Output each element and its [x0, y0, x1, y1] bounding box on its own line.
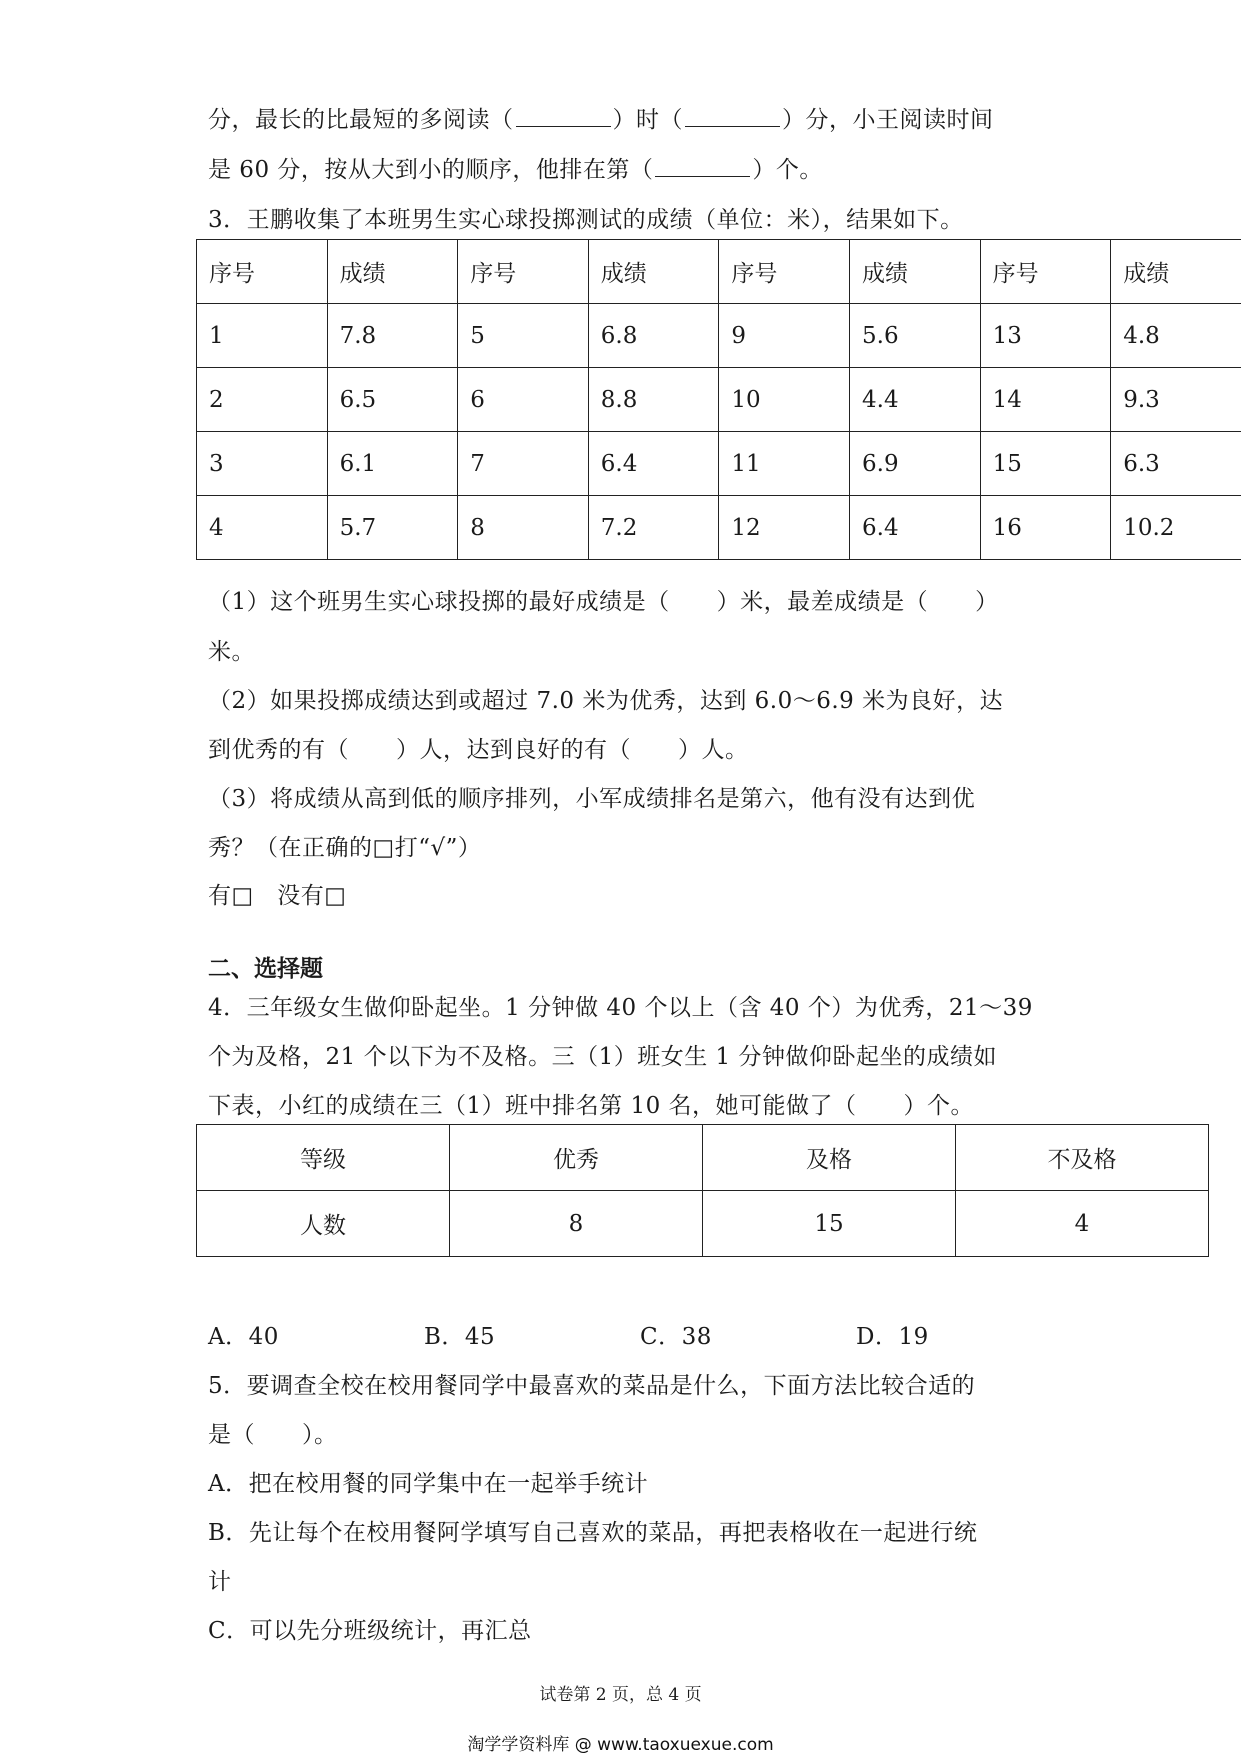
table-cell: 6.3 — [1111, 432, 1241, 496]
question-4-line: 4．三年级女生做仰卧起坐。1 分钟做 40 个以上（含 40 个）为优秀，21～39 — [208, 989, 1033, 1022]
table-row — [197, 368, 1241, 432]
table-cell: 4.8 — [1111, 304, 1241, 368]
text-line: 分，最长的比最短的多阅读（ ）时（ ）分，小王阅读时间 — [208, 101, 994, 134]
sub-question-2: （2）如果投掷成绩达到或超过 7.0 米为优秀，达到 6.0～6.9 米为良好，达 — [208, 682, 1003, 715]
table-cell: 8 — [450, 1191, 703, 1257]
table-cell: 8 — [458, 496, 589, 560]
option-b: B．45 — [424, 1318, 640, 1351]
table-cell: 6.4 — [850, 496, 981, 560]
table-header-cell: 序号 — [197, 240, 328, 304]
answer-blank — [516, 106, 611, 127]
table-cell: 1 — [197, 304, 328, 368]
table-cell: 9.3 — [1111, 368, 1241, 432]
table-cell: 3 — [197, 432, 328, 496]
table-cell: 7.2 — [588, 496, 719, 560]
table-header-cell: 及格 — [703, 1125, 956, 1191]
table-cell: 6.9 — [850, 432, 981, 496]
option-b: B．先让每个在校用餐阿学填写自己喜欢的菜品，再把表格收在一起进行统 — [208, 1514, 977, 1547]
table-cell: 6.8 — [588, 304, 719, 368]
checkbox-options: 有□ 没有□ — [208, 877, 346, 910]
table-header-cell: 成绩 — [1111, 240, 1241, 304]
table-cell: 12 — [719, 496, 850, 560]
option-a: A．把在校用餐的同学集中在一起举手统计 — [208, 1465, 648, 1498]
table-cell: 6.1 — [327, 432, 458, 496]
option-c: C．可以先分班级统计，再汇总 — [208, 1612, 532, 1645]
table-cell: 2 — [197, 368, 328, 432]
grade-table — [196, 1124, 1209, 1257]
answer-blank — [685, 106, 780, 127]
table-cell: 8.8 — [588, 368, 719, 432]
table-header-cell: 成绩 — [588, 240, 719, 304]
table-row — [197, 304, 1241, 368]
table-cell: 11 — [719, 432, 850, 496]
table-cell: 14 — [980, 368, 1111, 432]
table-cell: 7.8 — [327, 304, 458, 368]
sub-question-2-cont: 到优秀的有（ ）人，达到良好的有（ ）人。 — [208, 731, 749, 764]
table-header-cell: 不及格 — [956, 1125, 1209, 1191]
option-c: C．38 — [640, 1318, 856, 1351]
table-cell: 人数 — [197, 1191, 450, 1257]
table-cell: 16 — [980, 496, 1111, 560]
table-cell: 6 — [458, 368, 589, 432]
table-header-cell: 等级 — [197, 1125, 450, 1191]
table-header-row — [197, 240, 1241, 304]
table-row — [197, 496, 1241, 560]
option-a: A．40 — [208, 1318, 424, 1351]
table-header-row — [197, 1125, 1209, 1191]
option-d: D．19 — [856, 1318, 1072, 1351]
table-header-cell: 序号 — [458, 240, 589, 304]
answer-blank — [655, 156, 750, 177]
table-header-cell: 成绩 — [850, 240, 981, 304]
question-4-line: 个为及格，21 个以下为不及格。三（1）班女生 1 分钟做仰卧起坐的成绩如 — [208, 1038, 997, 1071]
table-cell: 4.4 — [850, 368, 981, 432]
table-cell: 15 — [703, 1191, 956, 1257]
sub-question-3-cont: 秀？（在正确的□打“√”） — [208, 829, 481, 862]
table-row — [197, 1191, 1209, 1257]
table-header-cell: 序号 — [980, 240, 1111, 304]
sub-question-1-cont: 米。 — [208, 633, 255, 666]
table-cell: 4 — [956, 1191, 1209, 1257]
question-3-title: 3．王鹏收集了本班男生实心球投掷测试的成绩（单位：米），结果如下。 — [208, 201, 964, 234]
table-cell: 10 — [719, 368, 850, 432]
question-5-line: 是（ ）。 — [208, 1416, 338, 1449]
table-header-cell: 优秀 — [450, 1125, 703, 1191]
text-line: 是 60 分，按从大到小的顺序，他排在第（ ）个。 — [208, 151, 823, 184]
table-cell: 6.4 — [588, 432, 719, 496]
table-cell: 5.7 — [327, 496, 458, 560]
table-cell: 7 — [458, 432, 589, 496]
sub-question-3: （3）将成绩从高到低的顺序排列，小军成绩排名是第六，他有没有达到优 — [208, 780, 975, 813]
table-cell: 13 — [980, 304, 1111, 368]
table-header-cell: 成绩 — [327, 240, 458, 304]
table-cell: 5.6 — [850, 304, 981, 368]
table-cell: 15 — [980, 432, 1111, 496]
table-cell: 5 — [458, 304, 589, 368]
table-cell: 9 — [719, 304, 850, 368]
table-cell: 10.2 — [1111, 496, 1241, 560]
option-b-cont: 计 — [208, 1563, 232, 1596]
scores-table — [196, 239, 1241, 560]
sub-question-1: （1）这个班男生实心球投掷的最好成绩是（ ）米，最差成绩是（ ） — [208, 583, 999, 616]
table-cell: 6.5 — [327, 368, 458, 432]
page-footer: 试卷第 2 页，总 4 页 — [0, 1680, 1241, 1705]
table-header-cell: 序号 — [719, 240, 850, 304]
table-cell: 4 — [197, 496, 328, 560]
question-4-line: 下表，小红的成绩在三（1）班中排名第 10 名，她可能做了（ ）个。 — [208, 1087, 974, 1120]
section-title: 二、选择题 — [208, 950, 323, 983]
table-row — [197, 432, 1241, 496]
answer-options — [208, 1318, 1072, 1351]
question-5-line: 5．要调查全校在校用餐同学中最喜欢的菜品是什么，下面方法比较合适的 — [208, 1367, 975, 1400]
watermark: 淘学学资料库 @ www.taoxuexue.com — [0, 1730, 1241, 1755]
